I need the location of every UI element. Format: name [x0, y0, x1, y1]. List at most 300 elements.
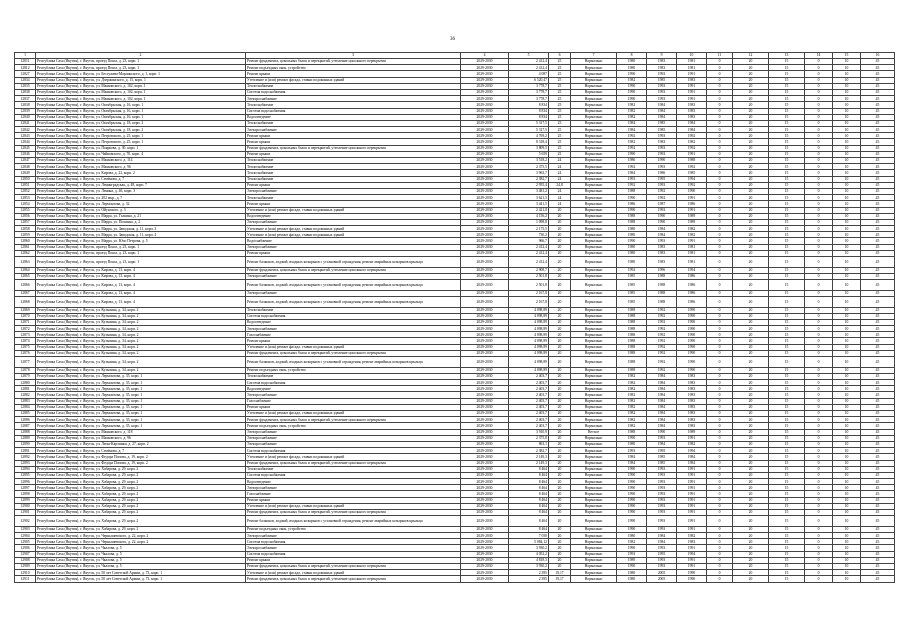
- table-cell: 1990: [617, 491, 647, 497]
- table-cell: 1980: [617, 576, 647, 582]
- table-cell: 2 403,7: [509, 417, 549, 423]
- table-cell: 12855: [15, 207, 36, 213]
- table-cell: 1990: [617, 96, 647, 102]
- table-cell: 2029-2030: [461, 250, 509, 256]
- table-cell: 20: [733, 460, 769, 466]
- table-cell: 2029-2030: [461, 226, 509, 232]
- table-cell: 0: [805, 59, 833, 65]
- table-cell: Республика Саха (Якутия), г. Якутск, ул. Лермонтова, д. 35, корп. 1: [36, 380, 246, 386]
- table-cell: Электроснабжение: [246, 290, 461, 296]
- table-cell: 1982: [617, 373, 647, 379]
- table-cell: 2 375,5: [509, 164, 549, 170]
- table-cell: 15: [769, 460, 805, 466]
- table-cell: 1991: [677, 503, 707, 509]
- table-cell: Нормально: [571, 503, 617, 509]
- table-cell: 1981: [677, 65, 707, 71]
- table-cell: 0: [707, 392, 733, 398]
- table-cell: 20: [733, 108, 769, 114]
- table-cell: 1991: [677, 491, 707, 497]
- table-cell: 1980: [617, 244, 647, 250]
- table-cell: 15: [769, 151, 805, 157]
- table-cell: 15: [769, 102, 805, 108]
- table-cell: 0: [707, 207, 733, 213]
- table-cell: 10: [833, 257, 861, 268]
- table-cell: 1988: [617, 313, 647, 319]
- table-cell: Система водоснабжения: [246, 472, 461, 478]
- table-cell: 12859: [15, 232, 36, 238]
- table-cell: 0: [805, 497, 833, 503]
- table-cell: Ремонт крыши: [246, 201, 461, 207]
- table-cell: 20: [733, 441, 769, 447]
- table-cell: Теплоснабжение: [246, 466, 461, 472]
- table-cell: Ремонт балконов, лоджий, входных козырьков с установкой ограждения, ремонт аварийных козырьков крыльца: [246, 296, 461, 307]
- table-cell: Республика Саха (Якутия), г. Якутск, ул. Октябрьская, д. 16, корп. 1: [36, 108, 246, 114]
- page-number: 36: [450, 37, 455, 42]
- table-cell: Ремонт крыши: [246, 151, 461, 157]
- table-cell: 1982: [617, 380, 647, 386]
- table-cell: Нормально: [571, 497, 617, 503]
- table-cell: Нормально: [571, 338, 617, 344]
- table-cell: 12851: [15, 182, 36, 188]
- table-cell: 24: [549, 176, 571, 182]
- table-cell: 1992: [677, 145, 707, 151]
- table-cell: 2029-2030: [461, 188, 509, 194]
- table-cell: 1984: [617, 170, 647, 176]
- table-cell: 45: [861, 232, 895, 238]
- table-cell: 20: [549, 516, 571, 527]
- table-cell: Нормально: [571, 207, 617, 213]
- table-cell: 10: [833, 441, 861, 447]
- table-cell: 45: [861, 133, 895, 139]
- table-cell: Водоотведение: [246, 386, 461, 392]
- table-cell: 10: [833, 510, 861, 516]
- table-cell: 1992: [617, 145, 647, 151]
- table-cell: 1990: [677, 332, 707, 338]
- table-cell: Нормально: [571, 386, 617, 392]
- table-cell: 10: [833, 570, 861, 576]
- table-cell: 0: [805, 176, 833, 182]
- table-cell: 2029-2030: [461, 411, 509, 417]
- table-cell: 20: [733, 497, 769, 503]
- table-cell: 20: [733, 133, 769, 139]
- table-cell: Электроснабжение: [246, 441, 461, 447]
- table-cell: 10: [833, 563, 861, 569]
- table-cell: 15: [769, 65, 805, 71]
- table-cell: 10: [833, 307, 861, 313]
- column-header: 9: [647, 53, 677, 59]
- table-cell: 8 464: [509, 503, 549, 509]
- table-cell: 1982: [617, 392, 647, 398]
- table-cell: 20: [733, 188, 769, 194]
- repair-schedule-table: [14, 52, 895, 583]
- table-cell: 20: [733, 338, 769, 344]
- table-cell: 15: [769, 466, 805, 472]
- table-cell: 20: [733, 65, 769, 71]
- table-cell: 24: [549, 188, 571, 194]
- table-cell: Республика Саха (Якутия), г. Якутск, ул. Дзержинского, д. 15, корп. 1: [36, 77, 246, 83]
- table-cell: 1983: [647, 257, 677, 268]
- table-cell: 1985: [647, 77, 677, 83]
- table-cell: 20: [733, 170, 769, 176]
- table-cell: 0: [805, 373, 833, 379]
- table-cell: 15: [769, 338, 805, 344]
- table-cell: 15: [769, 213, 805, 219]
- table-cell: 0: [805, 545, 833, 551]
- table-cell: 0: [805, 307, 833, 313]
- table-cell: Республика Саха (Якутия), г. Якутск, ул. Хабарова, д. 29, корп. 2: [36, 479, 246, 485]
- table-cell: 10: [833, 526, 861, 532]
- table-cell: 20: [733, 71, 769, 77]
- table-cell: 1992: [617, 164, 647, 170]
- table-cell: 0: [707, 232, 733, 238]
- table-cell: 20: [733, 392, 769, 398]
- table-cell: 20: [549, 441, 571, 447]
- table-cell: Нормально: [571, 350, 617, 356]
- table-cell: 2 412,4: [509, 65, 549, 71]
- table-cell: 15: [769, 267, 805, 273]
- table-cell: 0: [805, 108, 833, 114]
- table-cell: 10: [833, 429, 861, 435]
- table-cell: Республика Саха (Якутия), г. Якутск, ул. Маяковского, д. 96: [36, 164, 246, 170]
- column-header: 14: [805, 53, 833, 59]
- table-cell: 1988: [647, 290, 677, 296]
- table-cell: 2 412,4: [509, 59, 549, 65]
- table-cell: Ремонт крыши: [246, 133, 461, 139]
- table-cell: 2029-2030: [461, 357, 509, 368]
- table-cell: Ремонт крыши: [246, 338, 461, 344]
- table-cell: Нормально: [571, 398, 617, 404]
- table-cell: 45: [861, 319, 895, 325]
- table-cell: 0: [805, 290, 833, 296]
- table-cell: 25: [549, 102, 571, 108]
- table-cell: Электроснабжение: [246, 533, 461, 539]
- table-cell: 0: [707, 133, 733, 139]
- table-cell: 10: [833, 485, 861, 491]
- table-cell: Республика Саха (Якутия), г. Якутск, ул. Лермонтова, д. 35, корп. 1: [36, 373, 246, 379]
- table-cell: Нормально: [571, 170, 617, 176]
- table-cell: 0: [707, 404, 733, 410]
- column-header: 2: [36, 53, 246, 59]
- table-cell: 20: [549, 485, 571, 491]
- table-cell: 3 621,5: [509, 195, 549, 201]
- table-cell: 20: [733, 404, 769, 410]
- table-cell: Республика Саха (Якутия), г. Якутск, ул. Ойунского, д. 3: [36, 207, 246, 213]
- table-cell: 45: [861, 238, 895, 244]
- table-cell: 2029-2030: [461, 158, 509, 164]
- table-cell: 1993: [647, 510, 677, 516]
- table-cell: 20: [549, 557, 571, 563]
- table-cell: 0: [707, 114, 733, 120]
- table-cell: 45: [861, 176, 895, 182]
- table-cell: Электроснабжение: [246, 435, 461, 441]
- table-cell: 2029-2030: [461, 114, 509, 120]
- table-cell: 0: [707, 158, 733, 164]
- table-cell: 2029-2030: [461, 151, 509, 157]
- table-cell: 20: [549, 296, 571, 307]
- table-cell: 2029-2030: [461, 170, 509, 176]
- table-cell: Республика Саха (Якутия), г. Якутск, ул. Лермонтова, д. 35, корп. 1: [36, 411, 246, 417]
- table-cell: 12842: [15, 127, 36, 133]
- table-cell: 2029-2030: [461, 570, 509, 576]
- table-cell: Нормально: [571, 392, 617, 398]
- table-cell: 10: [833, 232, 861, 238]
- table-cell: 0: [805, 71, 833, 77]
- table-cell: 12863: [15, 257, 36, 268]
- table-cell: Республика Саха (Якутия), г. Якутск, ул. Хабарова, д. 29, корп. 2: [36, 497, 246, 503]
- table-cell: 1984: [647, 423, 677, 429]
- table-cell: 2 403,7: [509, 423, 549, 429]
- table-cell: 12907: [15, 551, 36, 557]
- table-row: [15, 257, 895, 268]
- table-cell: Нормально: [571, 539, 617, 545]
- table-cell: 0: [707, 164, 733, 170]
- table-cell: 8 834: [509, 114, 549, 120]
- table-cell: 1988: [617, 344, 647, 350]
- table-cell: 12886: [15, 417, 36, 423]
- table-cell: 0: [805, 213, 833, 219]
- table-cell: 20: [733, 213, 769, 219]
- table-cell: 1991: [677, 151, 707, 157]
- table-cell: 45: [861, 367, 895, 373]
- table-cell: 1982: [617, 411, 647, 417]
- table-cell: 1983: [677, 373, 707, 379]
- table-cell: 10: [833, 164, 861, 170]
- table-cell: 0: [707, 213, 733, 219]
- table-cell: 1990: [677, 344, 707, 350]
- table-cell: 10: [833, 466, 861, 472]
- table-cell: Республика Саха (Якутия), г. Якутск, ул. Кирова, д. 13, корп. 4: [36, 280, 246, 291]
- table-cell: 45: [861, 485, 895, 491]
- table-cell: 0: [805, 338, 833, 344]
- table-cell: 2 403,7: [509, 380, 549, 386]
- table-cell: 2 403,7: [509, 398, 549, 404]
- table-cell: 1993: [647, 89, 677, 95]
- table-cell: 10: [833, 182, 861, 188]
- table-cell: 20: [733, 429, 769, 435]
- table-cell: 12862: [15, 250, 36, 256]
- table-cell: 2029-2030: [461, 59, 509, 65]
- table-cell: 12905: [15, 539, 36, 545]
- table-cell: 10: [833, 267, 861, 273]
- table-cell: 20: [549, 232, 571, 238]
- table-cell: 0: [805, 182, 833, 188]
- table-cell: 2029-2030: [461, 417, 509, 423]
- table-cell: Республика Саха (Якутия), г. Якутск, ул. Маяковского, д. 102, корп. 1: [36, 96, 246, 102]
- table-cell: Республика Саха (Якутия), г. Якутск, ул. Хабарова, д. 29, корп. 2: [36, 485, 246, 491]
- table-cell: 1993: [647, 207, 677, 213]
- table-cell: 45: [861, 350, 895, 356]
- table-cell: 10: [833, 454, 861, 460]
- table-cell: 1993: [647, 503, 677, 509]
- table-cell: 1983: [677, 386, 707, 392]
- table-cell: 1993: [647, 545, 677, 551]
- table-cell: 0: [805, 404, 833, 410]
- table-cell: 15: [769, 145, 805, 151]
- table-cell: 2029-2030: [461, 516, 509, 527]
- table-cell: 1990: [677, 188, 707, 194]
- table-cell: Нормально: [571, 367, 617, 373]
- table-cell: 1991: [677, 195, 707, 201]
- table-cell: 1984: [647, 102, 677, 108]
- table-cell: Нормально: [571, 411, 617, 417]
- table-cell: 45: [861, 563, 895, 569]
- table-cell: 45: [861, 96, 895, 102]
- table-cell: 1990: [617, 563, 647, 569]
- table-cell: 2029-2030: [461, 120, 509, 126]
- table-cell: Нормально: [571, 59, 617, 65]
- table-cell: 0: [707, 398, 733, 404]
- table-cell: 0: [805, 77, 833, 83]
- table-cell: 1993: [647, 96, 677, 102]
- table-cell: 2 403,7: [509, 386, 549, 392]
- table-cell: 15: [769, 219, 805, 225]
- table-cell: 2029-2030: [461, 338, 509, 344]
- table-cell: 2 149,3: [509, 454, 549, 460]
- table-cell: Утепление и (или) ремонт фасада, ставни подоконных зданий: [246, 77, 461, 83]
- table-cell: Ремонт подъездных окон, устройство: [246, 526, 461, 532]
- table-cell: Нормально: [571, 570, 617, 576]
- table-cell: 1991: [677, 83, 707, 89]
- table-cell: 20: [733, 59, 769, 65]
- table-cell: 10: [833, 158, 861, 164]
- table-cell: Нормально: [571, 441, 617, 447]
- table-cell: 8 464: [509, 526, 549, 532]
- table-cell: 15: [769, 417, 805, 423]
- table-cell: 1980: [617, 257, 647, 268]
- table-cell: 1983: [677, 114, 707, 120]
- table-cell: 1981: [677, 244, 707, 250]
- table-cell: 45: [861, 145, 895, 151]
- table-cell: 0: [707, 344, 733, 350]
- table-cell: Ремонт фундамента, цокольных балок и перекрытий, утепление цокольного перекрытия: [246, 59, 461, 65]
- table-cell: 0: [805, 557, 833, 563]
- table-cell: 12873: [15, 332, 36, 338]
- table-cell: 15: [769, 576, 805, 582]
- table-cell: Республика Саха (Якутия), г. Якутск, ул. 202 мкр., д. 7: [36, 195, 246, 201]
- table-cell: 0: [707, 176, 733, 182]
- table-cell: Республика Саха (Якутия), г. Якутск, ул. Кирова, д. 22, корп. 2: [36, 170, 246, 176]
- table-cell: 0: [707, 417, 733, 423]
- table-cell: 1993: [647, 83, 677, 89]
- table-cell: 1988: [617, 332, 647, 338]
- table-cell: 0: [805, 417, 833, 423]
- table-cell: 1982: [617, 404, 647, 410]
- table-cell: 15: [769, 557, 805, 563]
- table-cell: 4 098,89: [509, 326, 549, 332]
- table-cell: 15: [769, 108, 805, 114]
- table-cell: 20: [733, 373, 769, 379]
- table-cell: 20: [733, 557, 769, 563]
- table-cell: 15: [769, 280, 805, 291]
- table-cell: 5 317,5: [509, 120, 549, 126]
- column-header: 6: [549, 53, 571, 59]
- table-cell: 20: [733, 539, 769, 545]
- table-cell: 1990: [677, 319, 707, 325]
- table-cell: 12894: [15, 466, 36, 472]
- table-cell: 2 395: [509, 576, 549, 582]
- table-cell: 1991: [677, 472, 707, 478]
- table-cell: Ремонт балконов, лоджий, входных козырьков с установкой ограждения, ремонт аварийных козырьков крыльца: [246, 516, 461, 527]
- table-cell: 0: [805, 207, 833, 213]
- table-cell: 2 412,4: [509, 250, 549, 256]
- table-cell: 15: [769, 448, 805, 454]
- table-cell: 1993: [617, 448, 647, 454]
- table-cell: 15: [769, 539, 805, 545]
- column-header: 15: [833, 53, 861, 59]
- table-cell: 12868: [15, 296, 36, 307]
- table-cell: 20: [733, 83, 769, 89]
- table-cell: 0: [805, 96, 833, 102]
- table-cell: 15: [769, 472, 805, 478]
- table-cell: 2029-2030: [461, 533, 509, 539]
- table-cell: 1993: [647, 466, 677, 472]
- table-cell: 45: [861, 59, 895, 65]
- table-cell: 10: [833, 65, 861, 71]
- table-cell: Ремонт крыши: [246, 139, 461, 145]
- table-cell: 10: [833, 411, 861, 417]
- table-cell: Республика Саха (Якутия), г. Якутск, ул. Лермонтова, д. 35, корп. 1: [36, 404, 246, 410]
- table-cell: 15: [769, 398, 805, 404]
- table-cell: 1992: [677, 182, 707, 188]
- table-cell: 1992: [647, 319, 677, 325]
- table-cell: Ремонт балконов, лоджий, входных козырьков с установкой ограждения, ремонт аварийных козырьков крыльца: [246, 257, 461, 268]
- table-cell: 45: [861, 201, 895, 207]
- table-cell: Республика Саха (Якутия), г. Якутск, ул. Маяковского, д. 118: [36, 429, 246, 435]
- table-cell: 2029-2030: [461, 77, 509, 83]
- table-cell: 12883: [15, 398, 36, 404]
- table-cell: 15: [769, 319, 805, 325]
- table-cell: 1 098,8: [509, 219, 549, 225]
- table-cell: 45: [861, 65, 895, 71]
- table-cell: 3 518,2: [509, 158, 549, 164]
- table-row: [15, 576, 895, 582]
- table-cell: 15: [769, 195, 805, 201]
- table-cell: Республика Саха (Якутия), г. Якутск, ул. 50 лет Советской Армии, д. 73, корп. 1: [36, 576, 246, 582]
- table-cell: 15: [769, 326, 805, 332]
- table-cell: 0: [805, 133, 833, 139]
- table-cell: 1988: [617, 219, 647, 225]
- table-cell: 0: [805, 357, 833, 368]
- table-cell: Республика Саха (Якутия), г. Якутск, ул. Кузьмина, д. 34, корп. 2: [36, 367, 246, 373]
- table-cell: 0: [805, 411, 833, 417]
- table-cell: 10: [833, 280, 861, 291]
- table-cell: 0: [805, 232, 833, 238]
- table-cell: 1980: [617, 570, 647, 576]
- table-cell: 1988: [617, 367, 647, 373]
- table-cell: Водоотведение: [246, 319, 461, 325]
- table-cell: Ремонт подъездных окон, устройство: [246, 65, 461, 71]
- table-cell: 20: [549, 267, 571, 273]
- table-cell: 15: [769, 313, 805, 319]
- table-cell: 12852: [15, 188, 36, 194]
- table-cell: 45: [861, 207, 895, 213]
- table-cell: Утепление и (или) ремонт фасада, ставни подоконных зданий: [246, 232, 461, 238]
- table-cell: 15: [769, 367, 805, 373]
- table-cell: 15: [769, 510, 805, 516]
- table-cell: 45: [861, 257, 895, 268]
- table-cell: 4 098,89: [509, 319, 549, 325]
- table-cell: 5 317,5: [509, 127, 549, 133]
- table-cell: Республика Саха (Якутия), г. Якутск, ул. Маяковского, д. 114: [36, 158, 246, 164]
- table-cell: Нормально: [571, 280, 617, 291]
- table-cell: 45: [861, 344, 895, 350]
- table-cell: 12901: [15, 510, 36, 516]
- table-cell: 45: [861, 441, 895, 447]
- table-cell: 10: [833, 491, 861, 497]
- table-cell: Республика Саха (Якутия), г. Якутск, ул. Чкалова, д. 5: [36, 557, 246, 563]
- table-cell: 20: [733, 503, 769, 509]
- table-cell: 45: [861, 170, 895, 176]
